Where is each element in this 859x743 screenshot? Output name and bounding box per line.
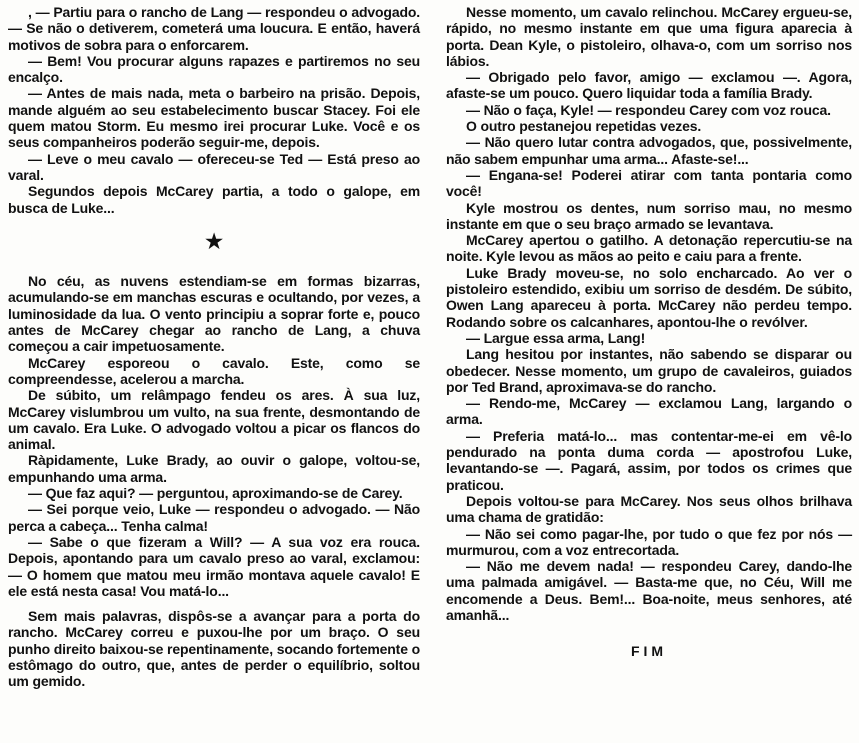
paragraph: McCarey apertou o gatilho. A detonação repercutiu-se na noite. Kyle levou as mãos ao peito e caiu para a frente. [446, 232, 852, 265]
paragraph: O outro pestanejou repetidas vezes. [466, 118, 702, 135]
star-icon: ★ [205, 230, 223, 253]
paragraph: Lang hesitou por instantes, não sabendo se disparar ou obedecer. Nesse momento, um grupo de cavaleiros, guiados por Ted Brand, aproximava-se do rancho. [446, 346, 852, 395]
paragraph: — Preferia matá-lo... mas contentar-me-ei em vê-lo pendurado na ponta duma corda — apostrofou Luke, levantando-se —. Pagará, assim, por todos os crimes que praticou. [446, 427, 852, 493]
paragraph: Kyle mostrou os dentes, num sorriso mau, no mesmo instante em que o seu braço armado se levantava. [446, 199, 852, 232]
paragraph: — Não quero lutar contra advogados, que, possivelmente, não sabem empunhar uma arma... Afaste-se!... [446, 134, 852, 167]
paragraph: No céu, as nuvens estendiam-se em formas bizarras, acumulando-se em manchas escuras e ocultando, por vezes, a luminosidade da lua. O vento principiu a soprar forte e, pouco antes de McCarey chegar ao rancho de Lang, a chuva começou a cair impetuosamente. [8, 273, 420, 355]
paragraph: Sem mais palavras, dispôs-se a avançar para a porta do rancho. McCarey correu e puxou-lhe por um braço. O seu punho direito baixou-se repentinamente, socando fortemente o estômago do outro, que, antes de perder o equilíbrio, soltou um gemido. [8, 608, 420, 690]
paragraph: — Engana-se! Poderei atirar com tanta pontaria como você! [446, 166, 852, 200]
paragraph: — Sabe o que fizeram a Will? — A sua voz era rouca. Depois, apontando para um cavalo preso ao varal, exclamou: — O homem que matou meu irmão montava aquele cavalo! E ele está nesta casa! Vou matá-lo... [8, 533, 420, 599]
paragraph: Depois voltou-se para McCarey. Nos seus olhos brilhava uma chama de gratidão: [446, 492, 852, 526]
column-divider [432, 0, 433, 743]
paragraph: — Obrigado pelo favor, amigo — exclamou —. Agora, afaste-se um pouco. Quero liquidar toda a família Brady. [446, 69, 852, 102]
paragraph: — Rendo-me, McCarey — exclamou Lang, largando o arma. [446, 395, 852, 428]
paragraph: — Leve o meu cavalo — ofereceu-se Ted — Está preso ao varal. [8, 150, 420, 183]
paragraph: — Que faz aqui? — perguntou, aproximando-se de Carey. [28, 485, 403, 502]
paragraph: — Largue essa arma, Lang! [466, 329, 646, 346]
paragraph: — Não o faça, Kyle! — respondeu Carey com voz rouca. [466, 101, 831, 118]
paragraph: , — Partiu para o rancho de Lang — respondeu o advogado. — Se não o detiverem, cometerá uma loucura. E então, haverá motivos de sobra para o enforcarem. [8, 4, 420, 53]
paragraph: — Sei porque veio, Luke — respondeu o advogado. — Não perca a cabeça... Tenha calma! [8, 501, 420, 534]
section-separator [8, 230, 420, 253]
left-column [8, 4, 420, 690]
paragraph: Luke Brady moveu-se, no solo encharcado. Ao ver o pistoleiro estendido, exibiu um sorriso de desdém. De súbito, Owen Lang apareceu à porta. McCarey não perdeu tempo. Rodando sobre os calcanhares, apontou-lhe o revólver. [446, 264, 852, 330]
paragraph: Segundos depois McCarey partia, a todo o galope, em busca de Luke... [8, 183, 420, 216]
paragraph: Nesse momento, um cavalo relinchou. McCarey ergueu-se, rápido, no mesmo instante em que uma figura aparecia à porta. Dean Kyle, o pistoleiro, olhava-o, com um sorriso nos lábios. [446, 4, 852, 69]
paragraph: — Bem! Vou procurar alguns rapazes e partiremos no seu encalço. [8, 52, 420, 86]
paragraph: Ràpidamente, Luke Brady, ao ouvir o galope, voltou-se, empunhando uma arma. [8, 452, 420, 485]
paragraph: McCarey esporeou o cavalo. Este, como se compreendesse, acelerou a marcha. [8, 354, 420, 387]
story-end-marker: FIM [630, 643, 668, 660]
paragraph: De súbito, um relâmpago fendeu os ares. À sua luz, McCarey vislumbrou um vulto, na sua frente, desmontando de um cavalo. Era Luke. O advogado voltou a picar os flancos do animal. [8, 387, 420, 453]
paragraph: — Antes de mais nada, meta o barbeiro na prisão. Depois, mande alguém ao seu estabelecimento buscar Stacey. Foi ele quem matou Storm. Eu mesmo irei procurar Luke. Você e os seus companheiros poderão seguir-me, depois. [8, 85, 420, 151]
paragraph: — Não sei como pagar-lhe, por tudo o que fez por nós — murmurou, com a voz entrecortada. [446, 525, 852, 558]
paragraph: — Não me devem nada! — respondeu Carey, dando-lhe uma palmada amigável. — Basta-me que, no Céu, Will me encomende a Deus. Bem!... Boa-noite, meus senhores, até amanhã... [446, 558, 852, 623]
right-column [446, 4, 852, 660]
